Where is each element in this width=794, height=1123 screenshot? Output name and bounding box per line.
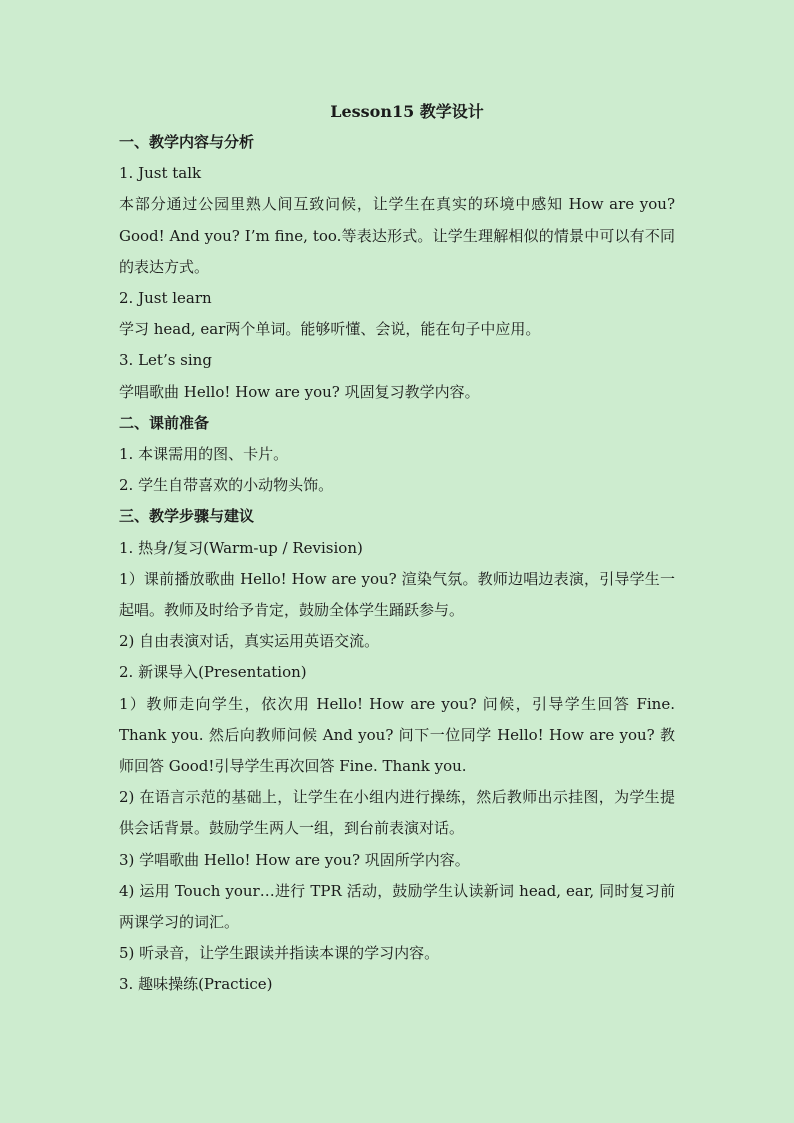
section-heading-content-analysis: 一、教学内容与分析 <box>119 133 255 151</box>
paragraph-line: 3) 学唱歌曲 Hello! How are you? 巩固所学内容。 <box>119 850 470 869</box>
paragraph-text: 2) 在语言示范的基础上，让学生在小组内进行操练，然后教师出示挂图，为学生提供会话背景。鼓励学生两人一组，到台前表演对话。 <box>119 788 675 838</box>
paragraph-line: 2) 自由表演对话，真实运用英语交流。 <box>119 632 380 651</box>
paragraph-line: 学唱歌曲 Hello! How are you? 巩固复习教学内容。 <box>119 382 480 401</box>
paragraph-text: 1）教师走向学生，依次用 Hello! How are you? 问候，引导学生回答 Fine. Thank you. 然后向教师问候 And you? 问下一位同学 Hello! How are you? 教师回答 Good!引导学生再次回答 Fine. Thank you. <box>119 694 675 776</box>
section-heading-teaching-steps: 三、教学步骤与建议 <box>119 507 255 526</box>
paragraph-line: 1. Just talk <box>119 164 202 183</box>
paragraph-line: 2. 学生自带喜欢的小动物头饰。 <box>119 476 334 495</box>
paragraph-text: 4) 运用 Touch your…进行 TPR 活动，鼓励学生认读新词 head, ear, 同时复习前两课学习的词汇。 <box>119 881 675 932</box>
paragraph-line: 5) 听录音，让学生跟读并指读本课的学习内容。 <box>119 944 440 963</box>
paragraph-line: 2. 新课导入(Presentation) <box>119 663 307 682</box>
paragraph-line: 1. 热身/复习(Warm-up / Revision) <box>119 538 363 557</box>
document-title: Lesson15 教学设计 <box>330 102 484 121</box>
document-page <box>119 96 675 1001</box>
paragraph-text: 本部分通过公园里熟人间互致问候，让学生在真实的环境中感知 How are you? Good! And you? I’m fine, too.等表达形式。让学生理解相似的情景中可以有不同的表达方式。 <box>119 195 675 276</box>
paragraph-text: 1）课前播放歌曲 Hello! How are you? 渲染气氛。教师边唱边表演，引导学生一起唱。教师及时给予肯定，鼓励全体学生踊跃参与。 <box>119 569 675 620</box>
section-heading-preparation: 二、课前准备 <box>119 413 210 432</box>
paragraph-line: 3. Let’s sing <box>119 351 212 370</box>
paragraph-line: 2. Just learn <box>119 289 212 308</box>
paragraph-line: 3. 趣味操练(Practice) <box>119 975 273 994</box>
paragraph-line: 1. 本课需用的图、卡片。 <box>119 445 289 464</box>
paragraph-line: 学习 head, ear两个单词。能够听懂、会说，能在句子中应用。 <box>119 320 541 339</box>
